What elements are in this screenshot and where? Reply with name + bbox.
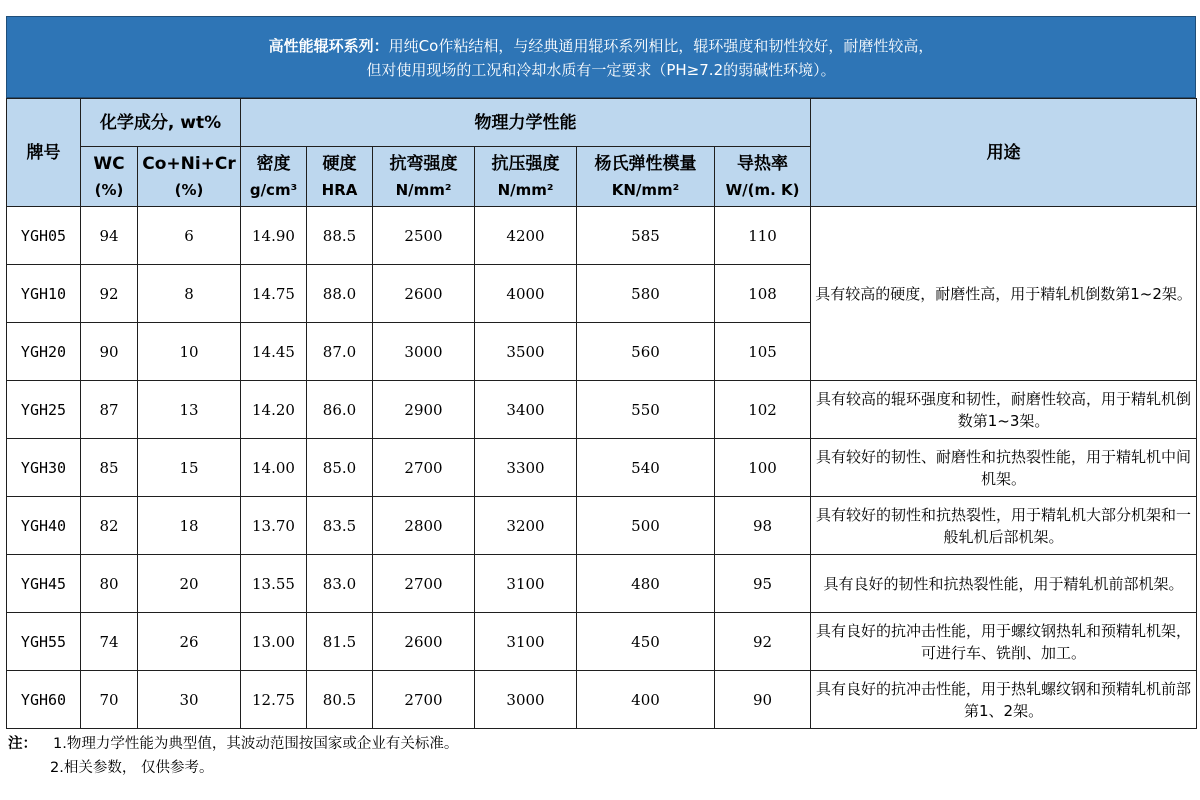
cell-bend: 2700: [373, 555, 475, 613]
banner-text-1: 用纯Co作粘结相，与经典通用辊环系列相比，辊环强度和韧性较好，耐磨性较高，: [388, 37, 934, 55]
header-thermal-unit: W/(m. K): [725, 180, 800, 199]
footnote-1: [8, 732, 458, 756]
footnote-2: 2.相关参数， 仅供参考。: [50, 760, 214, 776]
cell-wc: 80: [81, 555, 138, 613]
header-thermal-label: 导热率: [737, 153, 789, 174]
cell-bend: 2600: [373, 265, 475, 323]
cell-thermal: 105: [715, 323, 811, 381]
cell-hardness: 85.0: [307, 439, 373, 497]
header-coni-label: Co+Ni+Cr: [142, 153, 236, 174]
cell-grade: YGH20: [7, 323, 81, 381]
cell-thermal: 95: [715, 555, 811, 613]
table-row: [7, 497, 1197, 555]
cell-comp: 3100: [475, 613, 577, 671]
cell-wc: 94: [81, 207, 138, 265]
header-hardness-label: 硬度: [322, 153, 357, 174]
cell-density: 14.45: [241, 323, 307, 381]
header-wc-label: WC: [93, 153, 125, 174]
cell-density: 13.70: [241, 497, 307, 555]
cell-thermal: 98: [715, 497, 811, 555]
cell-wc: 87: [81, 381, 138, 439]
cell-hardness: 88.0: [307, 265, 373, 323]
cell-modulus: 560: [577, 323, 715, 381]
cell-comp: 4200: [475, 207, 577, 265]
header-wc: [81, 147, 138, 207]
cell-grade: YGH45: [7, 555, 81, 613]
cell-wc: 74: [81, 613, 138, 671]
cell-grade: YGH25: [7, 381, 81, 439]
cell-comp: 4000: [475, 265, 577, 323]
cell-hardness: 86.0: [307, 381, 373, 439]
table-row: [7, 671, 1197, 729]
cell-usage: 具有较高的硬度，耐磨性高，用于精轧机倒数第1~2架。: [811, 207, 1197, 381]
cell-coni: 10: [138, 323, 241, 381]
cell-hardness: 83.5: [307, 497, 373, 555]
cell-comp: 3400: [475, 381, 577, 439]
cell-bend: 2900: [373, 381, 475, 439]
table-row: [7, 381, 1197, 439]
cell-thermal: 92: [715, 613, 811, 671]
cell-usage: 具有良好的韧性和抗热裂性能，用于精轧机前部机架。: [811, 555, 1197, 613]
header-modulus: [577, 147, 715, 207]
cell-thermal: 110: [715, 207, 811, 265]
cell-comp: 3200: [475, 497, 577, 555]
cell-coni: 30: [138, 671, 241, 729]
footnote-1-text: 1.物理力学性能为典型值，其波动范围按国家或企业有关标准。: [53, 736, 459, 752]
cell-coni: 20: [138, 555, 241, 613]
cell-comp: 3000: [475, 671, 577, 729]
cell-hardness: 83.0: [307, 555, 373, 613]
cell-grade: YGH05: [7, 207, 81, 265]
header-density: [241, 147, 307, 207]
header-usage: 用途: [811, 99, 1197, 207]
cell-hardness: 80.5: [307, 671, 373, 729]
cell-modulus: 585: [577, 207, 715, 265]
header-density-label: 密度: [256, 153, 291, 174]
table-row: [7, 555, 1197, 613]
cell-bend: 2700: [373, 439, 475, 497]
cell-modulus: 450: [577, 613, 715, 671]
header-comp: [475, 147, 577, 207]
cell-coni: 26: [138, 613, 241, 671]
cell-modulus: 400: [577, 671, 715, 729]
grade-spec-table: [6, 98, 1197, 729]
cell-thermal: 90: [715, 671, 811, 729]
header-modulus-unit: KN/mm²: [611, 180, 680, 199]
cell-grade: YGH55: [7, 613, 81, 671]
cell-thermal: 108: [715, 265, 811, 323]
footnote-label: 注：: [8, 736, 37, 752]
header-modulus-label: 杨氏弹性模量: [594, 153, 697, 174]
cell-wc: 85: [81, 439, 138, 497]
cell-bend: 2800: [373, 497, 475, 555]
header-phys: 物理力学性能: [241, 99, 811, 147]
header-grade: 牌号: [7, 99, 81, 207]
cell-grade: YGH10: [7, 265, 81, 323]
header-comp-unit: N/mm²: [497, 180, 554, 199]
cell-density: 14.00: [241, 439, 307, 497]
cell-comp: 3100: [475, 555, 577, 613]
header-hardness: [307, 147, 373, 207]
cell-modulus: 540: [577, 439, 715, 497]
cell-usage: 具有较好的韧性、耐磨性和抗热裂性能，用于精轧机中间机架。: [811, 439, 1197, 497]
cell-usage: 具有良好的抗冲击性能，用于螺纹钢热轧和预精轧机架，可进行车、铣削、加工。: [811, 613, 1197, 671]
table-row: [7, 207, 1197, 265]
series-banner: [6, 16, 1196, 98]
cell-density: 14.90: [241, 207, 307, 265]
cell-modulus: 480: [577, 555, 715, 613]
header-density-unit: g/cm³: [249, 180, 298, 199]
cell-density: 13.55: [241, 555, 307, 613]
cell-density: 14.75: [241, 265, 307, 323]
cell-coni: 8: [138, 265, 241, 323]
cell-coni: 13: [138, 381, 241, 439]
cell-coni: 15: [138, 439, 241, 497]
cell-hardness: 87.0: [307, 323, 373, 381]
cell-usage: 具有较高的辊环强度和韧性，耐磨性较高，用于精轧机倒数第1~3架。: [811, 381, 1197, 439]
banner-line-1: [7, 34, 1195, 58]
cell-thermal: 102: [715, 381, 811, 439]
cell-grade: YGH30: [7, 439, 81, 497]
cell-hardness: 88.5: [307, 207, 373, 265]
header-coni: [138, 147, 241, 207]
cell-wc: 82: [81, 497, 138, 555]
cell-hardness: 81.5: [307, 613, 373, 671]
banner-label: 高性能辊环系列：: [268, 37, 389, 55]
header-hardness-unit: HRA: [321, 180, 358, 199]
cell-usage: 具有良好的抗冲击性能，用于热轧螺纹钢和预精轧机前部第1、2架。: [811, 671, 1197, 729]
header-bend-unit: N/mm²: [395, 180, 452, 199]
cell-coni: 6: [138, 207, 241, 265]
cell-usage: 具有较好的韧性和抗热裂性，用于精轧机大部分机架和一般轧机后部机架。: [811, 497, 1197, 555]
cell-bend: 3000: [373, 323, 475, 381]
header-thermal: [715, 147, 811, 207]
table-row: [7, 439, 1197, 497]
table-row: [7, 613, 1197, 671]
header-comp-label: 抗压强度: [491, 153, 560, 174]
cell-bend: 2500: [373, 207, 475, 265]
cell-density: 14.20: [241, 381, 307, 439]
cell-coni: 18: [138, 497, 241, 555]
header-coni-unit: (%): [174, 180, 204, 199]
cell-thermal: 100: [715, 439, 811, 497]
cell-modulus: 500: [577, 497, 715, 555]
header-wc-unit: (%): [94, 180, 124, 199]
cell-wc: 92: [81, 265, 138, 323]
cell-comp: 3300: [475, 439, 577, 497]
cell-modulus: 550: [577, 381, 715, 439]
cell-wc: 70: [81, 671, 138, 729]
cell-bend: 2600: [373, 613, 475, 671]
cell-grade: YGH40: [7, 497, 81, 555]
cell-wc: 90: [81, 323, 138, 381]
cell-grade: YGH60: [7, 671, 81, 729]
banner-line-2: 但对使用现场的工况和冷却水质有一定要求（PH≥7.2的弱碱性环境）。: [366, 61, 836, 79]
cell-bend: 2700: [373, 671, 475, 729]
cell-density: 13.00: [241, 613, 307, 671]
cell-density: 12.75: [241, 671, 307, 729]
footnotes: [8, 732, 458, 780]
cell-modulus: 580: [577, 265, 715, 323]
header-chem: 化学成分, wt%: [81, 99, 241, 147]
cell-comp: 3500: [475, 323, 577, 381]
header-bend: [373, 147, 475, 207]
header-bend-label: 抗弯强度: [389, 153, 458, 174]
